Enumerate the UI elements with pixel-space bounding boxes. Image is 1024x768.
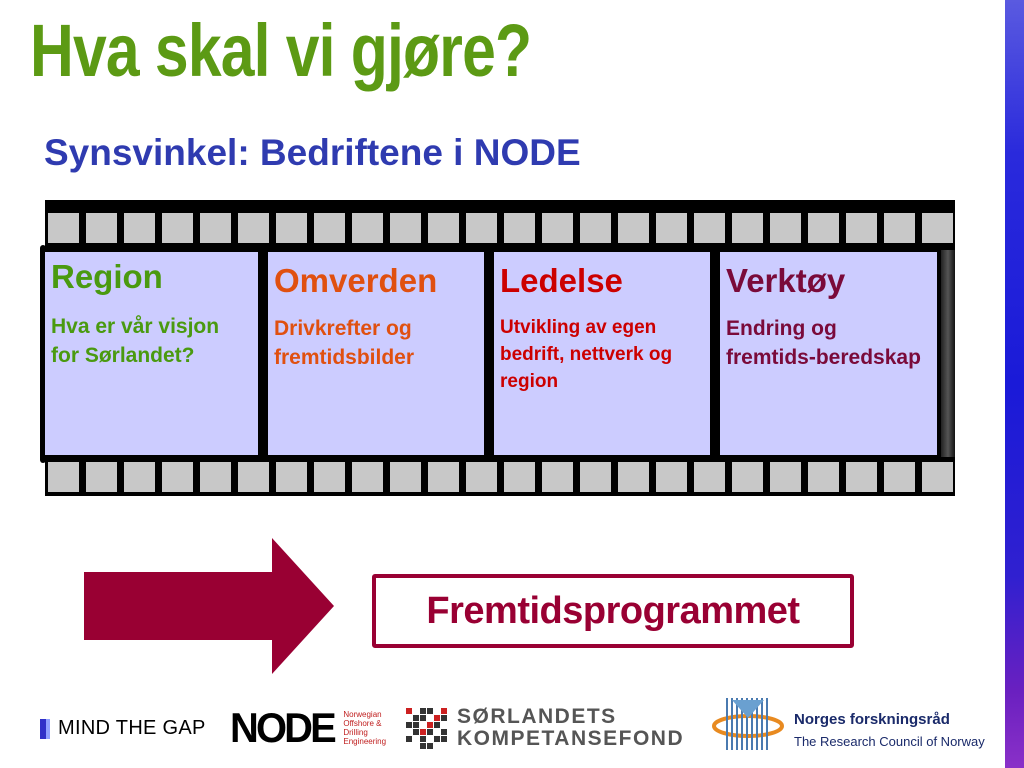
skf-grid-cell bbox=[441, 715, 447, 721]
film-next-frame-edge bbox=[941, 250, 955, 457]
film-sprocket-hole bbox=[732, 213, 763, 243]
film-sprocket-hole bbox=[86, 462, 117, 492]
skf-line2: KOMPETANSEFOND bbox=[457, 727, 685, 750]
film-sprocket-hole bbox=[162, 213, 193, 243]
frame-body: Hva er vår visjon for Sørlandet? bbox=[51, 315, 220, 367]
film-sprocket-hole bbox=[124, 462, 155, 492]
film-sprocket-hole bbox=[466, 213, 497, 243]
film-sprocket-hole bbox=[200, 462, 231, 492]
film-sprocket-hole bbox=[352, 213, 383, 243]
skf-grid-cell bbox=[406, 708, 412, 714]
skf-grid-cell bbox=[413, 729, 419, 735]
film-sprocket-hole bbox=[238, 213, 269, 243]
film-sprocket-hole bbox=[504, 462, 535, 492]
frame-region bbox=[45, 252, 258, 455]
frame-body: Endring og fremtids-beredskap bbox=[726, 317, 921, 369]
film-sprocket-hole bbox=[238, 462, 269, 492]
sponsor-logos bbox=[0, 690, 1005, 768]
skf-grid-cell bbox=[427, 722, 433, 728]
film-strip bbox=[45, 200, 955, 496]
film-sprocket-hole bbox=[884, 213, 915, 243]
film-sprocket-hole bbox=[580, 462, 611, 492]
skf-grid-cell bbox=[413, 743, 419, 749]
skf-grid-cell bbox=[441, 722, 447, 728]
forskningsradet-line1: Norges forskningsråd bbox=[794, 711, 950, 728]
skf-grid-cell bbox=[420, 715, 426, 721]
fremtidsprogrammet-label: Fremtidsprogrammet bbox=[426, 589, 800, 632]
skf-grid-cell bbox=[434, 708, 440, 714]
skf-grid-cell bbox=[434, 715, 440, 721]
skf-grid-cell bbox=[427, 729, 433, 735]
forskningsradet-line2: The Research Council of Norway bbox=[794, 734, 985, 749]
node-logo-text: NODE bbox=[230, 704, 334, 751]
mind-the-gap-text: MIND THE GAP bbox=[58, 717, 206, 739]
skf-line1: SØRLANDETS bbox=[457, 705, 617, 728]
film-sprocket-hole bbox=[922, 213, 953, 243]
frame-body: Drivkrefter og fremtidsbilder bbox=[274, 317, 415, 369]
skf-grid-cell bbox=[420, 722, 426, 728]
film-sprocket-hole bbox=[276, 462, 307, 492]
skf-grid-cell bbox=[420, 729, 426, 735]
frame-ledelse bbox=[494, 252, 710, 455]
frame-verktoy bbox=[720, 252, 937, 455]
forskningsradet-logo bbox=[712, 696, 985, 756]
film-sprocket-hole bbox=[618, 462, 649, 492]
fremtidsprogrammet-box bbox=[372, 574, 854, 648]
film-sprocket-hole bbox=[390, 462, 421, 492]
film-sprocket-hole bbox=[276, 213, 307, 243]
skf-grid-cell bbox=[406, 715, 412, 721]
skf-grid-cell bbox=[441, 736, 447, 742]
slide-title: Hva skal vi gjøre? bbox=[30, 9, 532, 92]
film-sprocket-hole bbox=[314, 462, 345, 492]
film-sprocket-hole bbox=[542, 462, 573, 492]
skf-grid-cell bbox=[434, 736, 440, 742]
mind-the-gap-mark-icon bbox=[40, 719, 50, 739]
skf-grid-cell bbox=[406, 729, 412, 735]
film-sprocket-hole bbox=[542, 213, 573, 243]
skf-grid-cell bbox=[406, 722, 412, 728]
film-sprocket-hole bbox=[656, 213, 687, 243]
film-sprocket-hole bbox=[504, 213, 535, 243]
film-sprocket-hole bbox=[884, 462, 915, 492]
film-sprocket-hole bbox=[732, 462, 763, 492]
film-sprocket-hole bbox=[770, 462, 801, 492]
film-holes-top bbox=[45, 213, 955, 245]
sorlandets-kompetansefond-logo bbox=[406, 706, 684, 750]
forskningsradet-emblem-icon bbox=[712, 696, 784, 756]
skf-grid-cell bbox=[441, 743, 447, 749]
film-sprocket-hole bbox=[390, 213, 421, 243]
frame-heading: Omverden bbox=[274, 262, 438, 299]
film-sprocket-hole bbox=[770, 213, 801, 243]
film-sprocket-hole bbox=[314, 213, 345, 243]
skf-grid-cell bbox=[413, 708, 419, 714]
skf-grid-cell bbox=[427, 743, 433, 749]
film-sprocket-hole bbox=[580, 213, 611, 243]
skf-grid-cell bbox=[427, 715, 433, 721]
skf-grid-cell bbox=[434, 729, 440, 735]
right-arrow-icon bbox=[84, 538, 336, 674]
film-sprocket-hole bbox=[466, 462, 497, 492]
skf-grid-cell bbox=[441, 708, 447, 714]
film-sprocket-hole bbox=[86, 213, 117, 243]
frame-heading: Region bbox=[51, 258, 163, 295]
film-sprocket-hole bbox=[618, 213, 649, 243]
film-sprocket-hole bbox=[124, 213, 155, 243]
frame-heading: Ledelse bbox=[500, 262, 623, 299]
skf-grid-cell bbox=[427, 736, 433, 742]
skf-grid-cell bbox=[413, 736, 419, 742]
skf-grid-cell bbox=[413, 722, 419, 728]
skf-grid-cell bbox=[434, 722, 440, 728]
skf-grid-cell bbox=[406, 743, 412, 749]
film-sprocket-hole bbox=[846, 462, 877, 492]
side-accent-bar bbox=[1005, 0, 1024, 768]
film-sprocket-hole bbox=[428, 213, 459, 243]
skf-grid-icon bbox=[406, 708, 447, 749]
node-logo bbox=[230, 704, 395, 751]
film-sprocket-hole bbox=[846, 213, 877, 243]
skf-grid-cell bbox=[420, 736, 426, 742]
film-holes-bottom bbox=[45, 462, 955, 494]
film-sprocket-hole bbox=[48, 213, 79, 243]
film-sprocket-hole bbox=[808, 462, 839, 492]
film-sprocket-hole bbox=[352, 462, 383, 492]
film-sprocket-hole bbox=[808, 213, 839, 243]
film-sprocket-hole bbox=[922, 462, 953, 492]
skf-grid-cell bbox=[441, 729, 447, 735]
film-sprocket-hole bbox=[656, 462, 687, 492]
film-sprocket-hole bbox=[694, 462, 725, 492]
film-sprocket-hole bbox=[694, 213, 725, 243]
slide-subtitle: Synsvinkel: Bedriftene i NODE bbox=[44, 132, 581, 173]
film-sprocket-hole bbox=[162, 462, 193, 492]
skf-grid-cell bbox=[427, 708, 433, 714]
film-sprocket-hole bbox=[200, 213, 231, 243]
frame-heading: Verktøy bbox=[726, 262, 846, 299]
film-sprocket-hole bbox=[48, 462, 79, 492]
skf-grid-cell bbox=[420, 708, 426, 714]
node-logo-subtext: Norwegian Offshore & Drilling Engineering bbox=[343, 710, 387, 746]
skf-grid-cell bbox=[406, 736, 412, 742]
skf-grid-cell bbox=[420, 743, 426, 749]
frame-body: Utvikling av egen bedrift, nettverk og region bbox=[500, 317, 673, 392]
mind-the-gap-logo bbox=[40, 717, 206, 740]
skf-grid-cell bbox=[434, 743, 440, 749]
frame-omverden bbox=[268, 252, 484, 455]
film-sprocket-hole bbox=[428, 462, 459, 492]
skf-grid-cell bbox=[413, 715, 419, 721]
